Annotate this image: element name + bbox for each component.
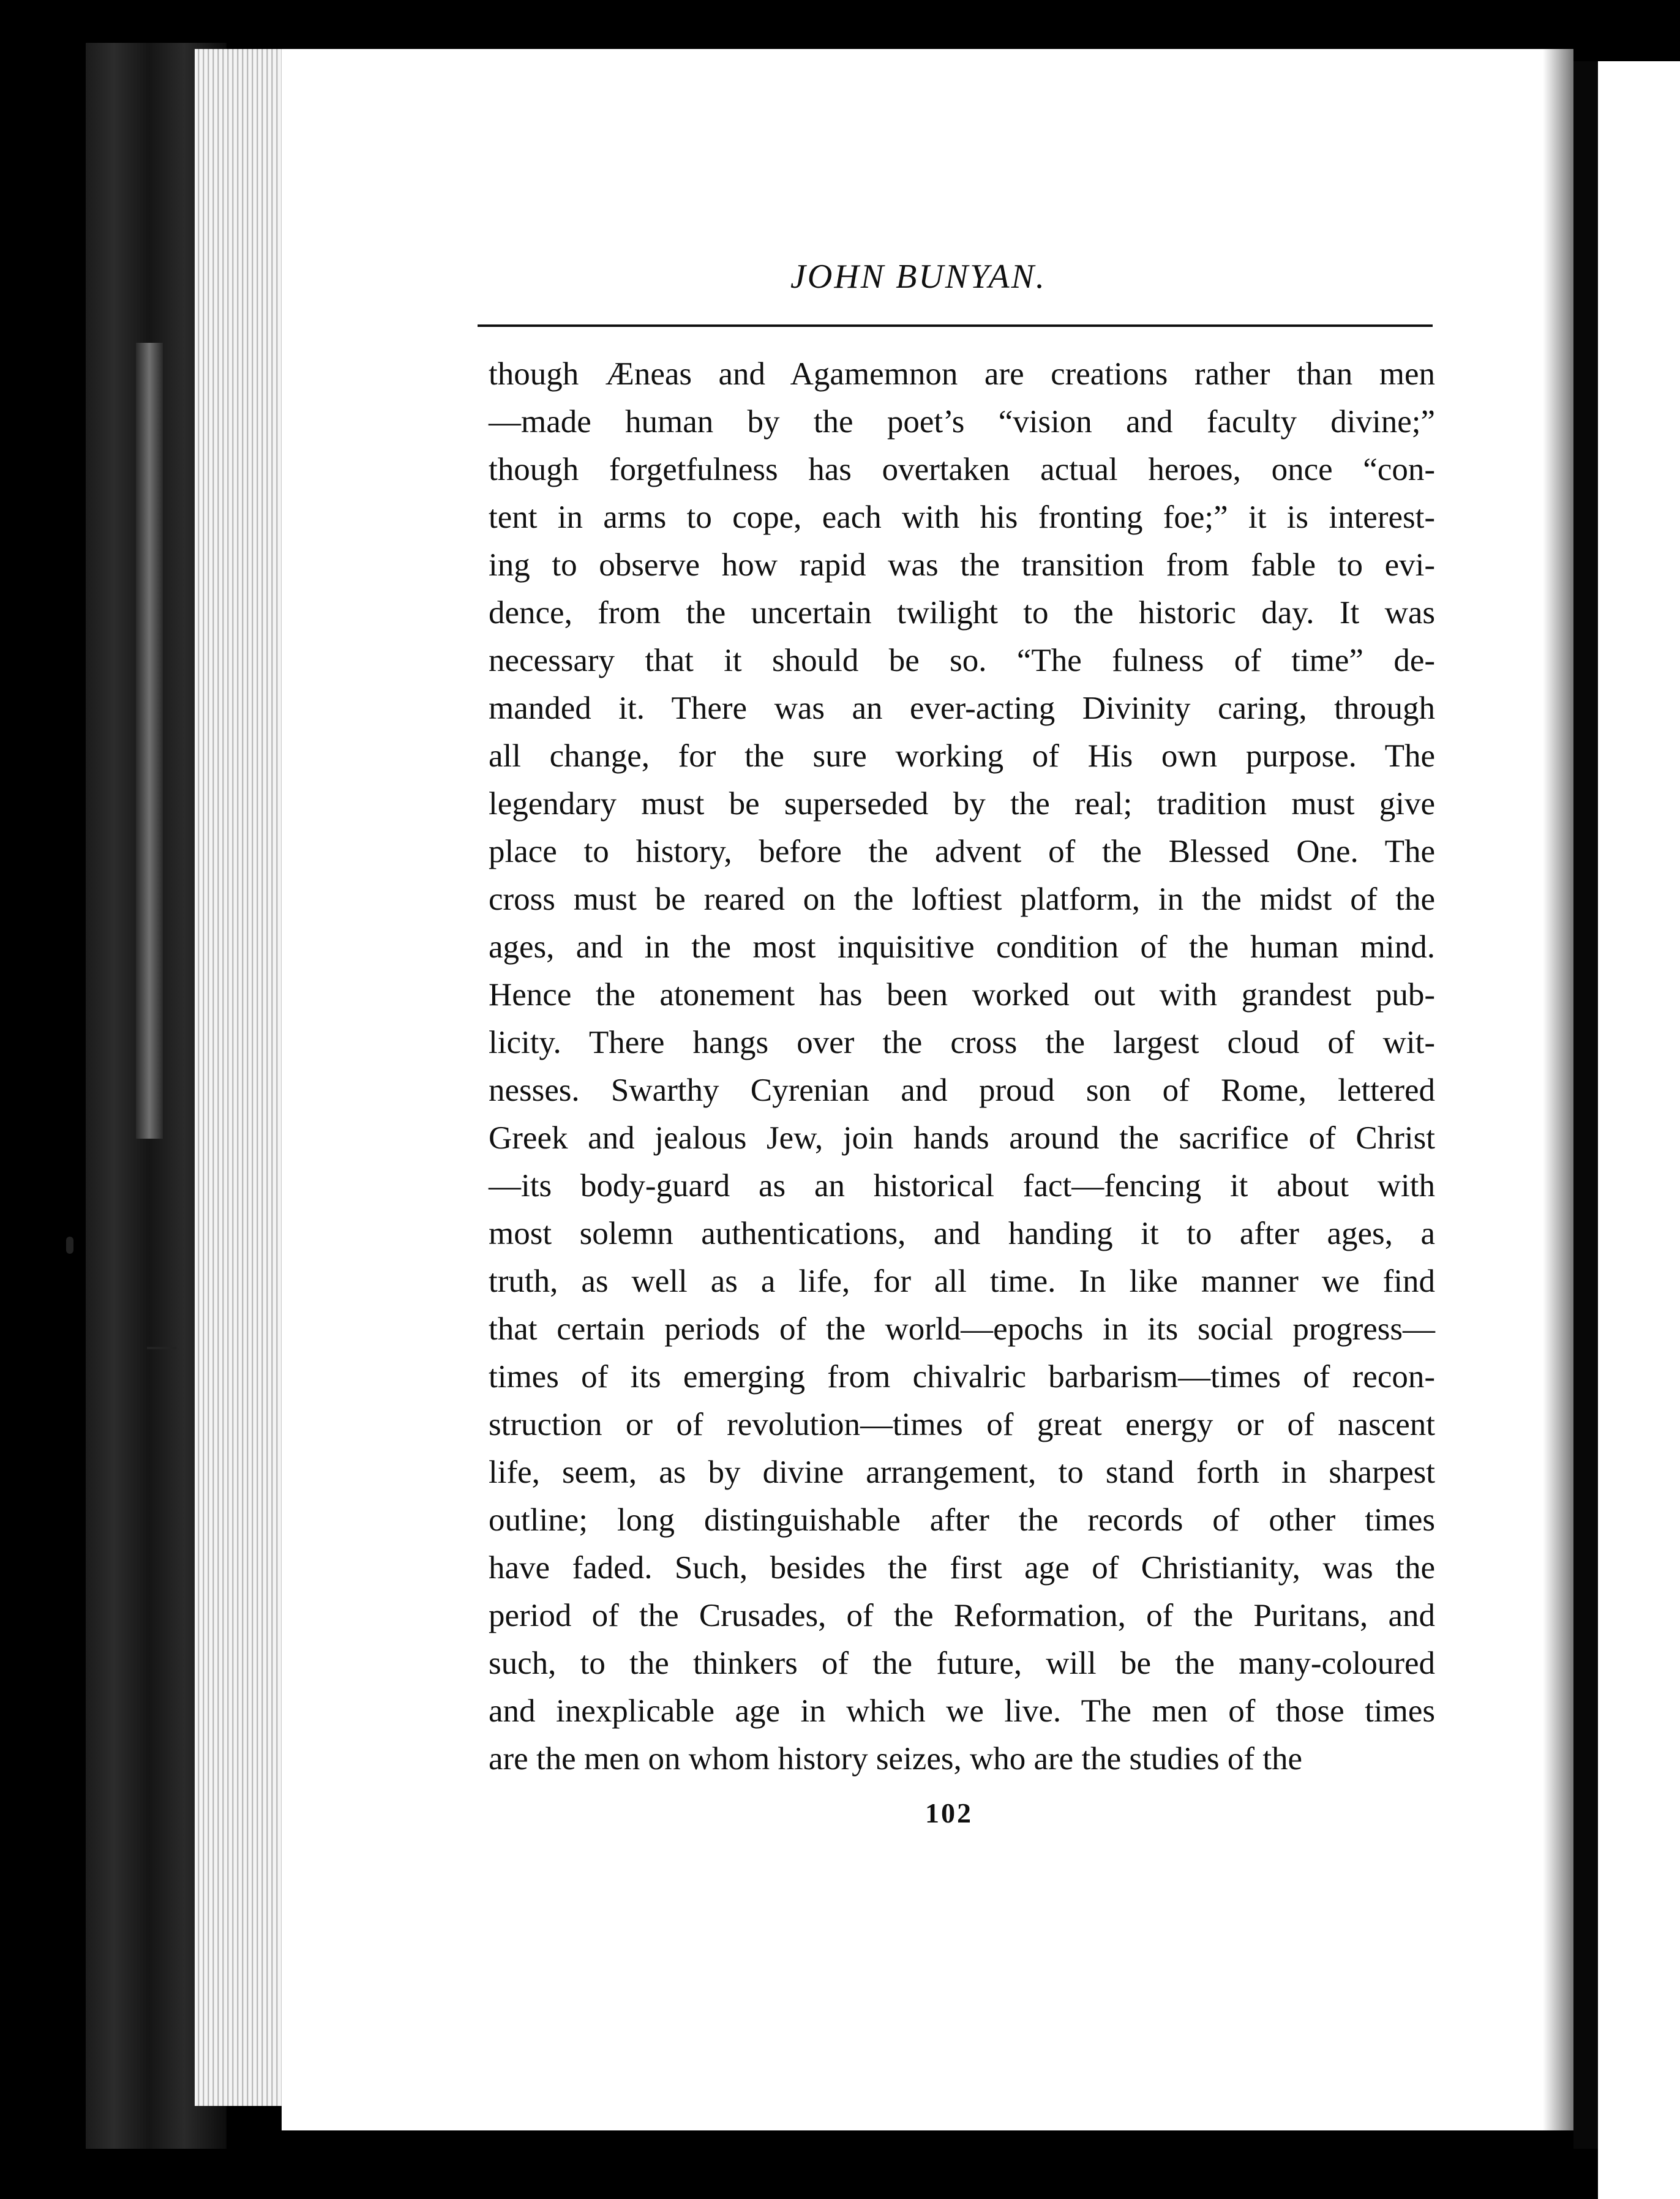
text-line: tent in arms to cope, each with his fronting foe;” it is interest- bbox=[489, 500, 1435, 535]
text-line: dence, from the uncertain twilight to the historic day. It was bbox=[489, 595, 1435, 631]
text-line: struction or of revolution—times of great energy or of nascent bbox=[489, 1407, 1435, 1442]
text-line: are the men on whom history seizes, who are the studies of the bbox=[489, 1741, 1303, 1777]
text-line: have faded. Such, besides the first age of Christianity, was the bbox=[489, 1550, 1435, 1586]
page-gutter-shadow bbox=[1543, 49, 1573, 2130]
text-line: truth, as well as a life, for all time. In like manner we find bbox=[489, 1264, 1435, 1299]
scan-mark bbox=[66, 1237, 73, 1254]
text-line: manded it. There was an ever-acting Divinity caring, through bbox=[489, 691, 1435, 726]
text-line: times of its emerging from chivalric barbarism—times of recon- bbox=[489, 1359, 1435, 1395]
text-line: cross must be reared on the loftiest platform, in the midst of the bbox=[489, 882, 1435, 917]
text-line: such, to the thinkers of the future, will be the many-coloured bbox=[489, 1646, 1435, 1681]
text-line: life, seem, as by divine arrangement, to stand forth in sharpest bbox=[489, 1455, 1435, 1490]
text-line: that certain periods of the world—epochs in its social progress— bbox=[489, 1311, 1435, 1347]
text-line: licity. There hangs over the cross the largest cloud of wit- bbox=[489, 1025, 1435, 1060]
text-line: though Æneas and Agamemnon are creations rather than men bbox=[489, 356, 1435, 392]
text-line: ages, and in the most inquisitive condition of the human mind. bbox=[489, 929, 1435, 965]
text-line: necessary that it should be so. “The fulness of time” de- bbox=[489, 643, 1435, 678]
text-line: outline; long distinguishable after the records of other times bbox=[489, 1502, 1435, 1538]
text-line: nesses. Swarthy Cyrenian and proud son of Rome, lettered bbox=[489, 1073, 1435, 1108]
book-edge-highlight bbox=[136, 343, 163, 1139]
text-line: period of the Crusades, of the Reformation, of the Puritans, and bbox=[489, 1598, 1435, 1633]
page-number: 102 bbox=[925, 1797, 973, 1829]
text-line: though forgetfulness has overtaken actual heroes, once “con- bbox=[489, 452, 1435, 487]
text-line: —its body-guard as an historical fact—fencing it about with bbox=[489, 1168, 1435, 1204]
text-line: ing to observe how rapid was the transition from fable to evi- bbox=[489, 547, 1435, 583]
body-text bbox=[489, 350, 1435, 1783]
text-line: legendary must be superseded by the real; tradition must give bbox=[489, 786, 1435, 822]
spine-shadow bbox=[1573, 61, 1598, 2149]
text-line: Greek and jealous Jew, join hands around the sacrifice of Christ bbox=[489, 1120, 1435, 1156]
text-line: and inexplicable age in which we live. The men of those times bbox=[489, 1693, 1435, 1729]
running-head: JOHN BUNYAN. bbox=[790, 258, 1046, 296]
text-line: most solemn authentications, and handing it to after ages, a bbox=[489, 1216, 1435, 1251]
page-stack bbox=[195, 49, 287, 2106]
running-head-rule bbox=[478, 324, 1433, 327]
text-line: all change, for the sure working of His own purpose. The bbox=[489, 738, 1435, 774]
facing-page-edge bbox=[1598, 61, 1680, 2199]
text-line: —made human by the poet’s “vision and faculty divine;” bbox=[489, 404, 1435, 440]
text-line: Hence the atonement has been worked out with grandest pub- bbox=[489, 977, 1435, 1013]
scan-mark bbox=[147, 1347, 176, 1349]
text-line: place to history, before the advent of the Blessed One. The bbox=[489, 834, 1435, 869]
